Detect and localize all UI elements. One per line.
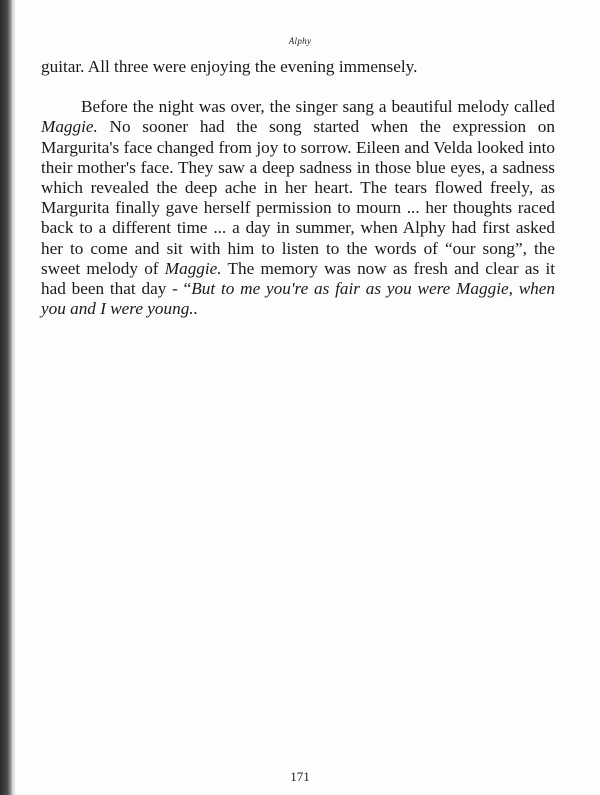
page-number: 171 — [290, 769, 310, 784]
song-title: Maggie. — [41, 117, 98, 137]
paragraph-continuation: guitar. All three were enjoying the evening immensely. — [41, 57, 418, 76]
page-gutter — [13, 0, 16, 795]
paragraph-text: The memory was now as fresh and clear as it had been that day - “ — [41, 258, 555, 299]
paragraph-text: No sooner had the song started when the expression on Margurita's face changed from joy to sorrow. Eileen and Velda looked into their mother's face. They saw a deep sadness in those blue eyes, a sadness which revealed the deep ache in her heart. The tears flowed freely, as Margurita finally gave herself permission to mourn ... her thoughts raced back to a different time ... a day in summer, when Alphy had first asked her to come and sit with him to listen to the words of “our song”, the sweet melody of — [41, 117, 555, 278]
book-spine-shadow — [0, 0, 13, 795]
song-lyric: But to me you're as fair as you were Maggie, when you and I were young.. — [41, 279, 555, 319]
paragraph-text: Before the night was over, the singer sang a beautiful melody called — [81, 97, 555, 117]
song-title: Maggie. — [164, 258, 222, 278]
running-head: Alphy — [288, 36, 312, 46]
paragraph-maggie — [41, 97, 555, 319]
body-text — [41, 57, 555, 319]
